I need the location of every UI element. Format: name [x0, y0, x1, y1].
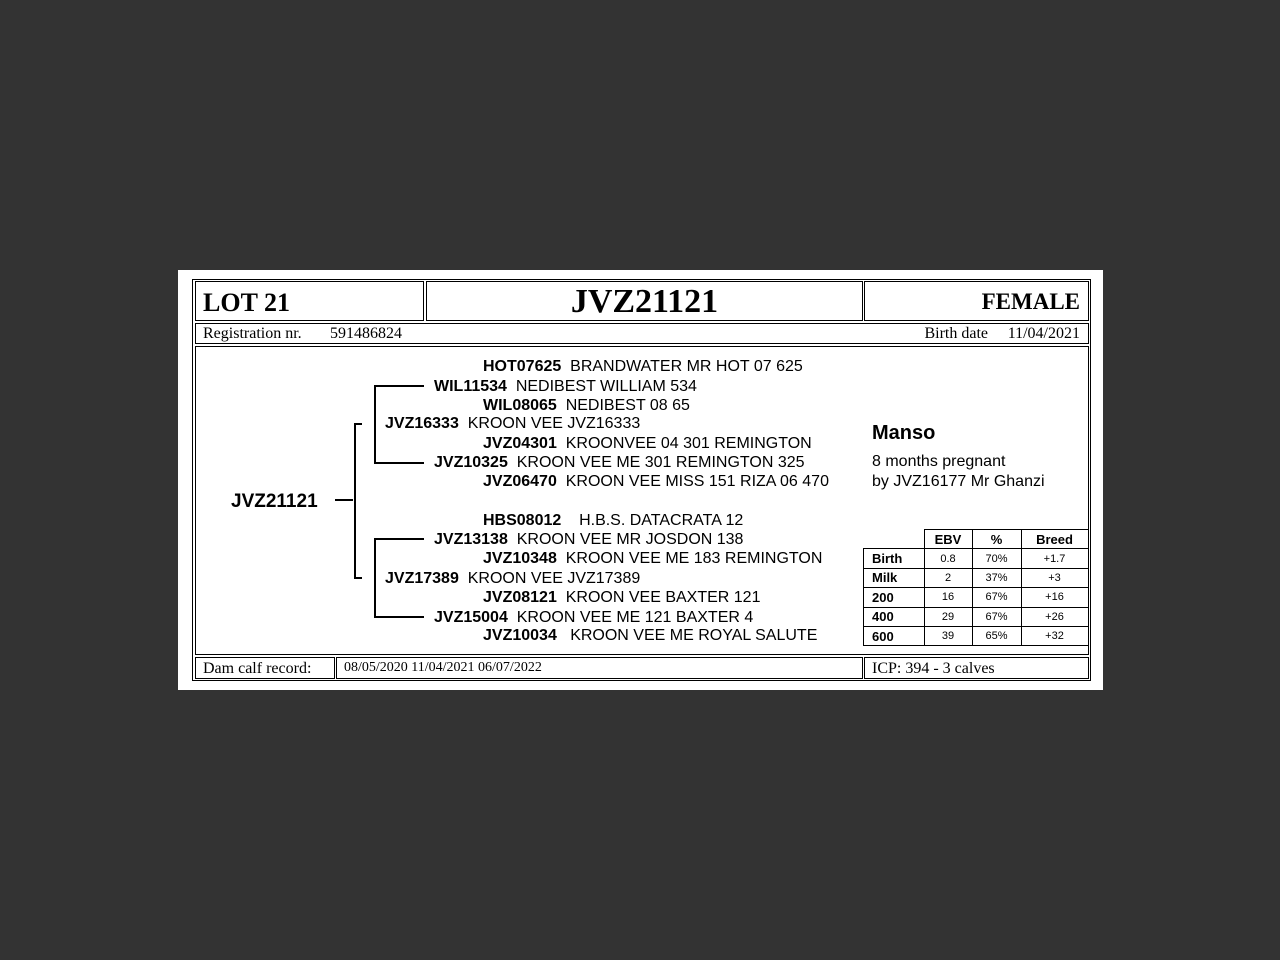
subject-connector [335, 499, 353, 501]
calf-record-dates: 08/05/2020 11/04/2021 06/07/2022 [344, 660, 542, 675]
pct-header: % [972, 530, 1021, 549]
ebv-row-label: 600 [864, 626, 925, 645]
calf-record-label: Dam calf record: [203, 660, 312, 677]
pedigree-sire: JVZ16333 KROON VEE JVZ16333 [385, 415, 641, 432]
pedigree-dam-dam-sire: JVZ08121 KROON VEE BAXTER 121 [483, 589, 761, 606]
ebv-row [864, 607, 1089, 626]
ebv-table [863, 529, 1089, 646]
ebv-breed: +1.7 [1021, 549, 1088, 568]
birth-date-label: Birth date [924, 325, 988, 342]
notes-clip [872, 473, 1072, 491]
ebv-row [864, 626, 1089, 645]
pedigree-sire-sire-sire: HOT07625 BRANDWATER MR HOT 07 625 [483, 358, 803, 375]
parents-bracket [354, 423, 356, 578]
ebv-pct: 67% [972, 607, 1021, 626]
pedigree-dam-sire-sire: HBS08012 H.B.S. DATACRATA 12 [483, 512, 744, 529]
registration-number: 591486824 [330, 325, 402, 342]
pedigree-dam-dam-dam: JVZ10034 KROON VEE ME ROYAL SALUTE [483, 627, 818, 642]
ebv-row [864, 549, 1089, 568]
ebv-breed: +16 [1021, 588, 1088, 607]
lot-number: LOT 21 [203, 288, 290, 317]
pedigree-dam-sire: JVZ13138 KROON VEE MR JOSDON 138 [434, 531, 744, 548]
ebv-pct: 65% [972, 626, 1021, 645]
registration-label: Registration nr. [203, 325, 302, 342]
ebv-value: 2 [924, 568, 972, 587]
dam-connector [354, 577, 362, 579]
pedigree-sire-dam-dam: JVZ06470 KROON VEE MISS 151 RIZA 06 470 [483, 473, 829, 490]
pedigree-dam-dam: JVZ15004 KROON VEE ME 121 BAXTER 4 [434, 609, 754, 626]
ebv-pct: 37% [972, 568, 1021, 587]
ebv-pct: 67% [972, 588, 1021, 607]
ebv-value: 0.8 [924, 549, 972, 568]
pedigree-sire-sire-dam: WIL08065 NEDIBEST 08 65 [483, 397, 690, 414]
pedigree-sire-sire: WIL11534 NEDIBEST WILLIAM 534 [434, 378, 697, 395]
pedigree-clip [478, 626, 858, 642]
pedigree-sire-dam: JVZ10325 KROON VEE ME 301 REMINGTON 325 [434, 454, 805, 471]
ebv-row-label: 400 [864, 607, 925, 626]
sex-label: FEMALE [981, 289, 1080, 314]
dam-sire-connector [374, 538, 424, 540]
notes-line-2: by JVZ16177 Mr Ghanzi [872, 473, 1045, 490]
notes-line-1: 8 months pregnant [872, 453, 1006, 470]
animal-id-box [426, 281, 863, 321]
ebv-pct: 70% [972, 549, 1021, 568]
lot-card [178, 270, 1103, 690]
calf-record-label-box [195, 657, 335, 679]
sex-box [864, 281, 1089, 321]
notes-name: Manso [872, 422, 936, 444]
ebv-breed: +32 [1021, 626, 1088, 645]
icp-box [864, 657, 1089, 679]
dam-dam-connector [374, 616, 424, 618]
calf-record-dates-box [336, 657, 863, 679]
ebv-row-label: 200 [864, 588, 925, 607]
ebv-breed: +26 [1021, 607, 1088, 626]
lot-box [195, 281, 424, 321]
ebv-row-label: Milk [864, 568, 925, 587]
sire-connector [354, 423, 362, 425]
ebv-value: 39 [924, 626, 972, 645]
sire-sire-connector [374, 385, 424, 387]
pedigree-dam: JVZ17389 KROON VEE JVZ17389 [385, 570, 641, 587]
registration-row [195, 323, 1089, 344]
ebv-row-label: Birth [864, 549, 925, 568]
ebv-header: EBV [924, 530, 972, 549]
breed-header: Breed [1021, 530, 1088, 549]
ebv-header-row [864, 530, 1089, 549]
icp-value: ICP: 394 - 3 calves [872, 660, 995, 677]
dam-bracket [374, 538, 376, 617]
birth-date-value: 11/04/2021 [1007, 325, 1080, 342]
ebv-row [864, 588, 1089, 607]
pedigree-dam-sire-dam: JVZ10348 KROON VEE ME 183 REMINGTON [483, 550, 823, 567]
sire-bracket [374, 385, 376, 463]
ebv-breed: +3 [1021, 568, 1088, 587]
ebv-row [864, 568, 1089, 587]
ebv-value: 29 [924, 607, 972, 626]
pedigree-sire-dam-sire: JVZ04301 KROONVEE 04 301 REMINGTON [483, 435, 812, 452]
animal-id-title: JVZ21121 [570, 283, 719, 320]
pedigree-subject: JVZ21121 [231, 491, 318, 512]
ebv-value: 16 [924, 588, 972, 607]
sire-dam-connector [374, 462, 424, 464]
